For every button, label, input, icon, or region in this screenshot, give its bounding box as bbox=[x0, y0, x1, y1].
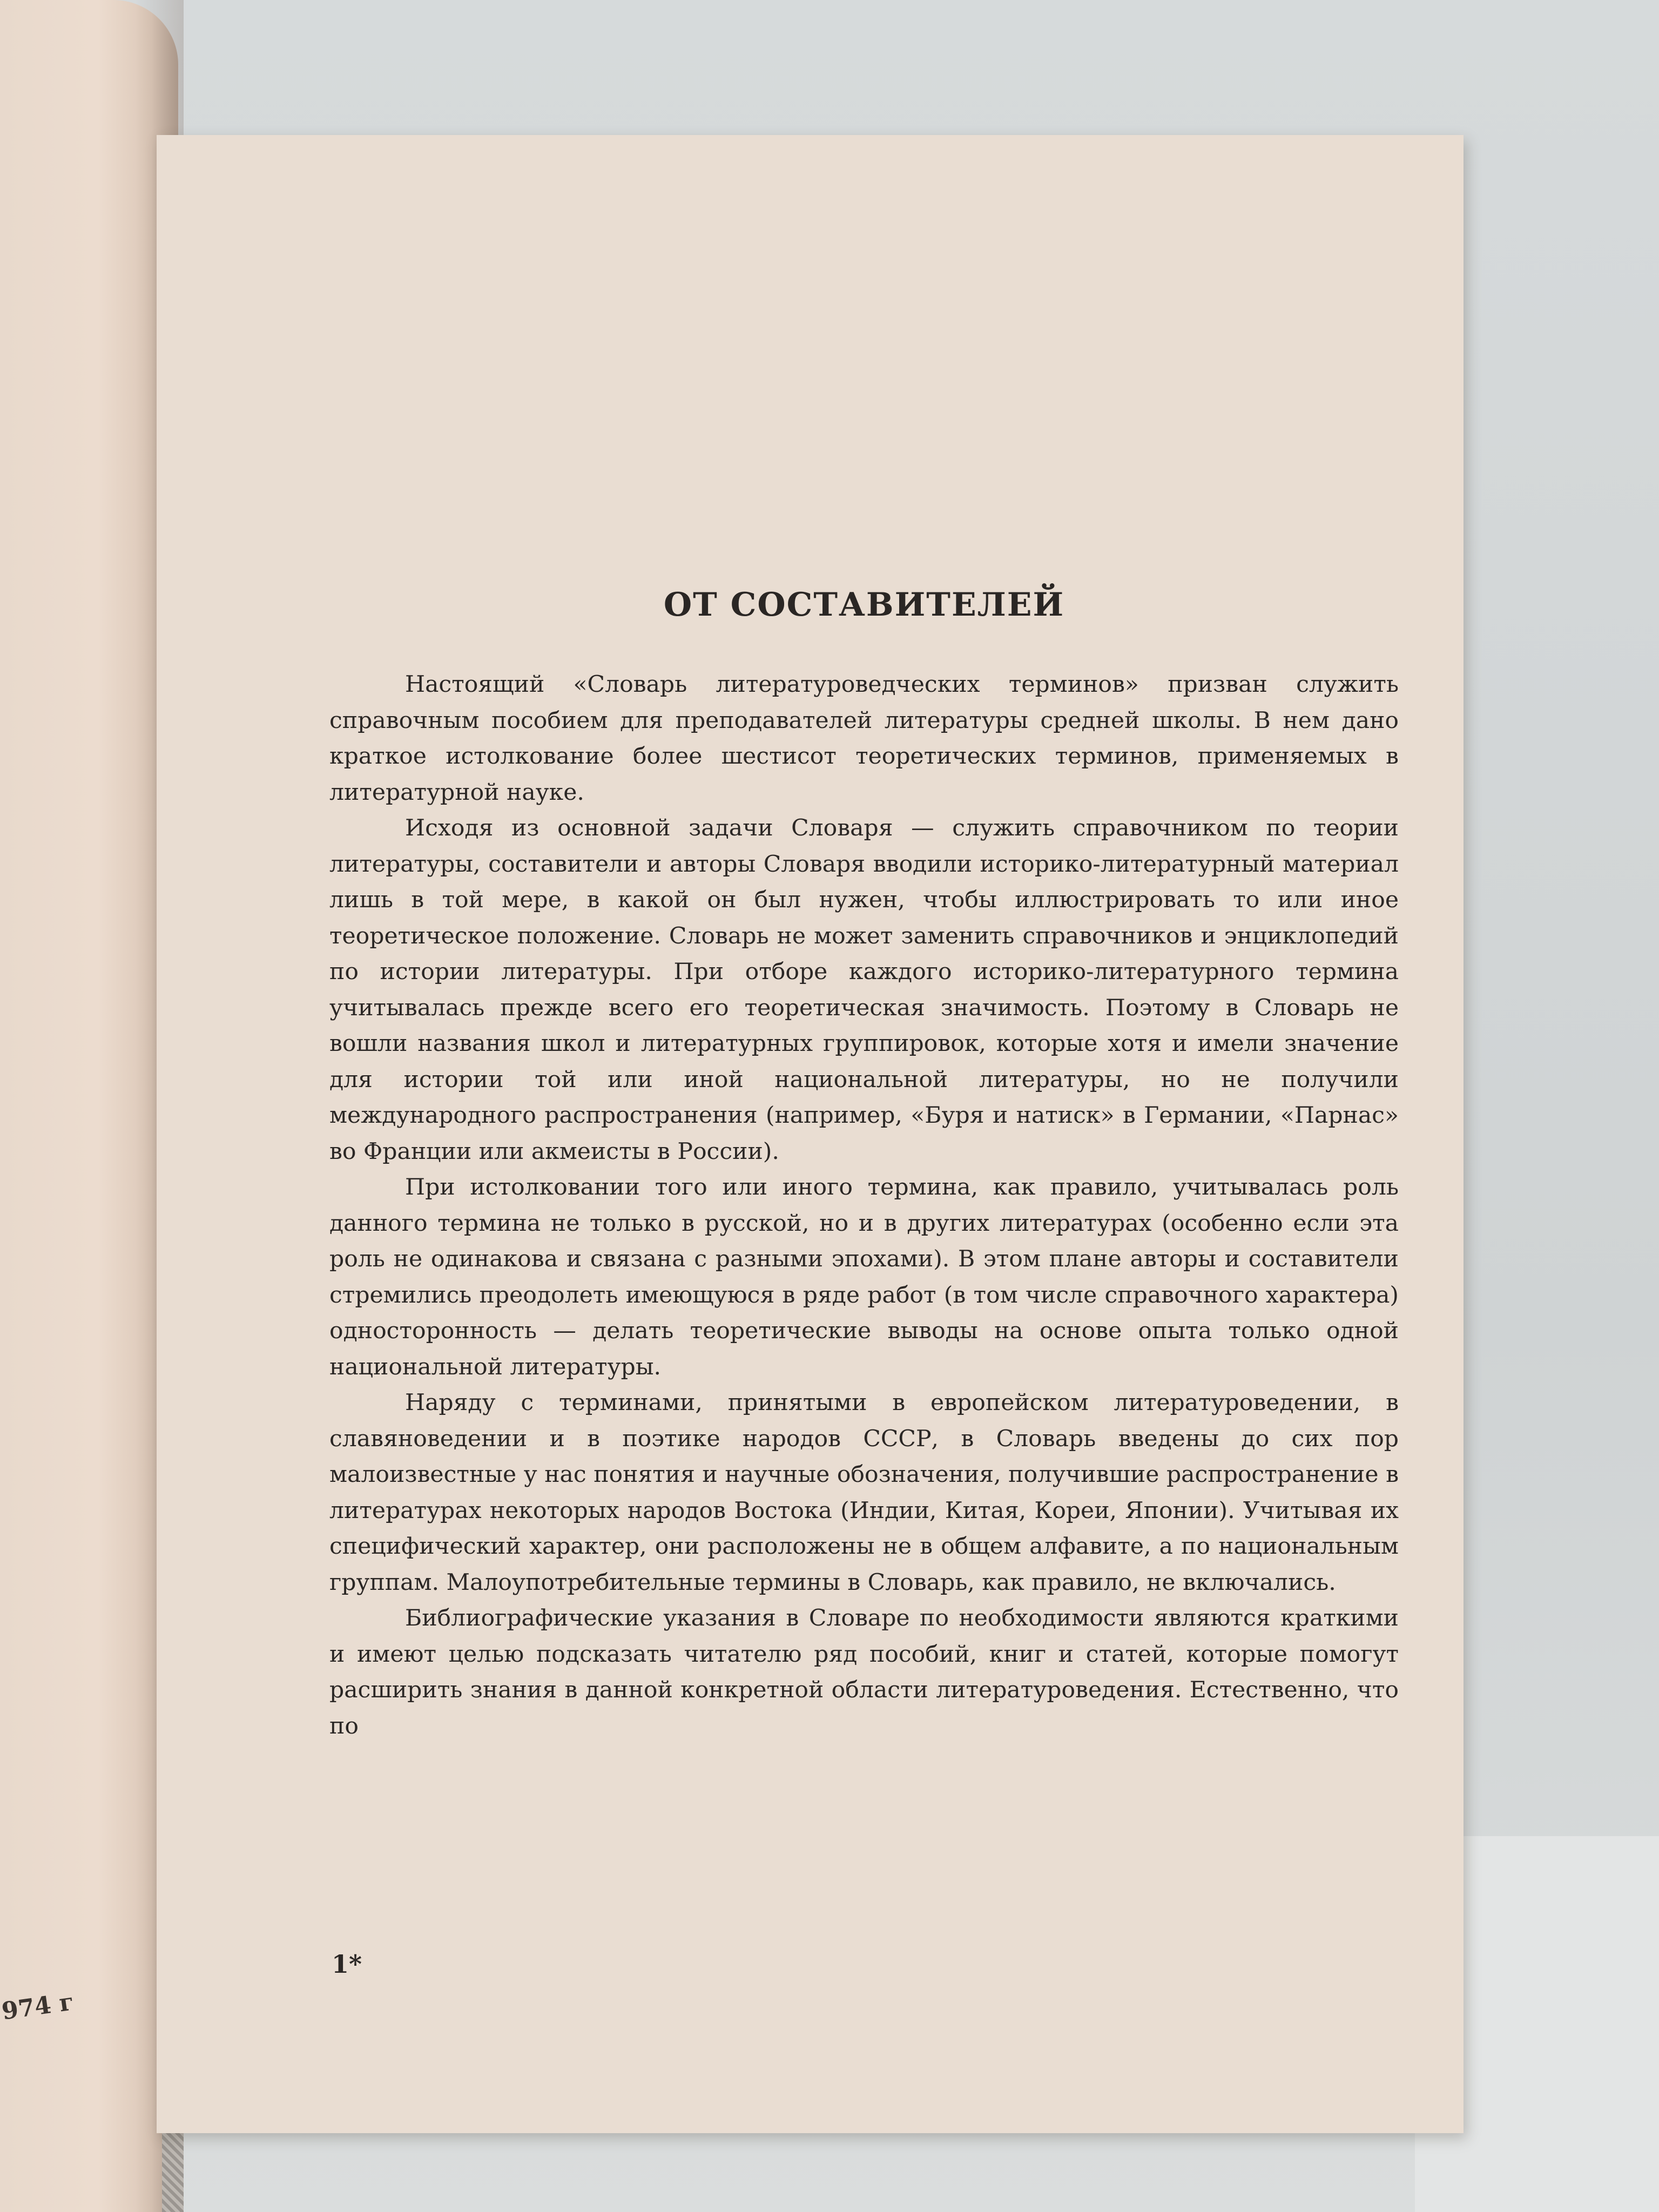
paragraph-5: Библиографические указания в Словаре по необходимости являются краткими и имеют целью подсказать читателю ряд пособий, книг и статей, которые помогут расширить знания в данной конкретной области литературоведения. Естественно, что по bbox=[329, 1605, 1399, 1739]
paragraph-2: Исходя из основной задачи Словаря — служить справочником по теории литературы, составители и авторы Словаря вводили историко-литературный материал лишь в той мере, в какой он был нужен, чтобы иллюстрировать то или иное теоретическое положение. Словарь не может заменить справочников и энциклопедий по истории литературы. При отборе каждого историко-литературного термина учитывалась прежде всего его теоретическая значимость. Поэтому в Словарь не вошли названия школ и литературных группировок, которые хотя и имели значение для истории той или иной национальной литературы, но не получили международного распространения (например, «Буря и натиск» в Германии, «Парнас» во Франции или акмеисты в России). bbox=[329, 815, 1399, 1165]
page-text-block bbox=[329, 586, 1399, 1744]
paragraph-4: Наряду с терминами, принятыми в европейском литературоведении, в славяноведении и в поэтике народов СССР, в Словарь введены до сих пор малоизвестные у нас понятия и научные обозначения, получившие распространение в литературах некоторых народов Востока (Индии, Китая, Кореи, Японии). Учитывая их специфический характер, они расположены не в общем алфавите, а по национальным группам. Малоупотребительные термины в Словарь, как правило, не включались. bbox=[329, 1390, 1399, 1596]
paragraph-3: При истолковании того или иного термина, как правило, учитывалась роль данного термина не только в русской, но и в других литературах (особенно если эта роль не одинакова и связана с разными эпохами). В этом плане авторы и составители стремились преодолеть имеющуюся в ряде работ (в том числе справочного характера) односторонность — делать теоретические выводы на основе опыта только одной национальной литературы. bbox=[329, 1174, 1399, 1380]
page-title: ОТ СОСТАВИТЕЛЕЙ bbox=[663, 586, 1065, 624]
paragraph-1: Настоящий «Словарь литературоведческих терминов» призван служить справочным пособием для преподавателей литературы средней школы. В нем дано краткое истолкование более шестисот теоретических терминов, применяемых в литературной науке. bbox=[329, 671, 1399, 806]
signature-mark: 1* bbox=[332, 1950, 362, 1979]
book-page bbox=[157, 135, 1464, 2133]
left-page-text-fragment: 974 г bbox=[0, 1988, 76, 2026]
